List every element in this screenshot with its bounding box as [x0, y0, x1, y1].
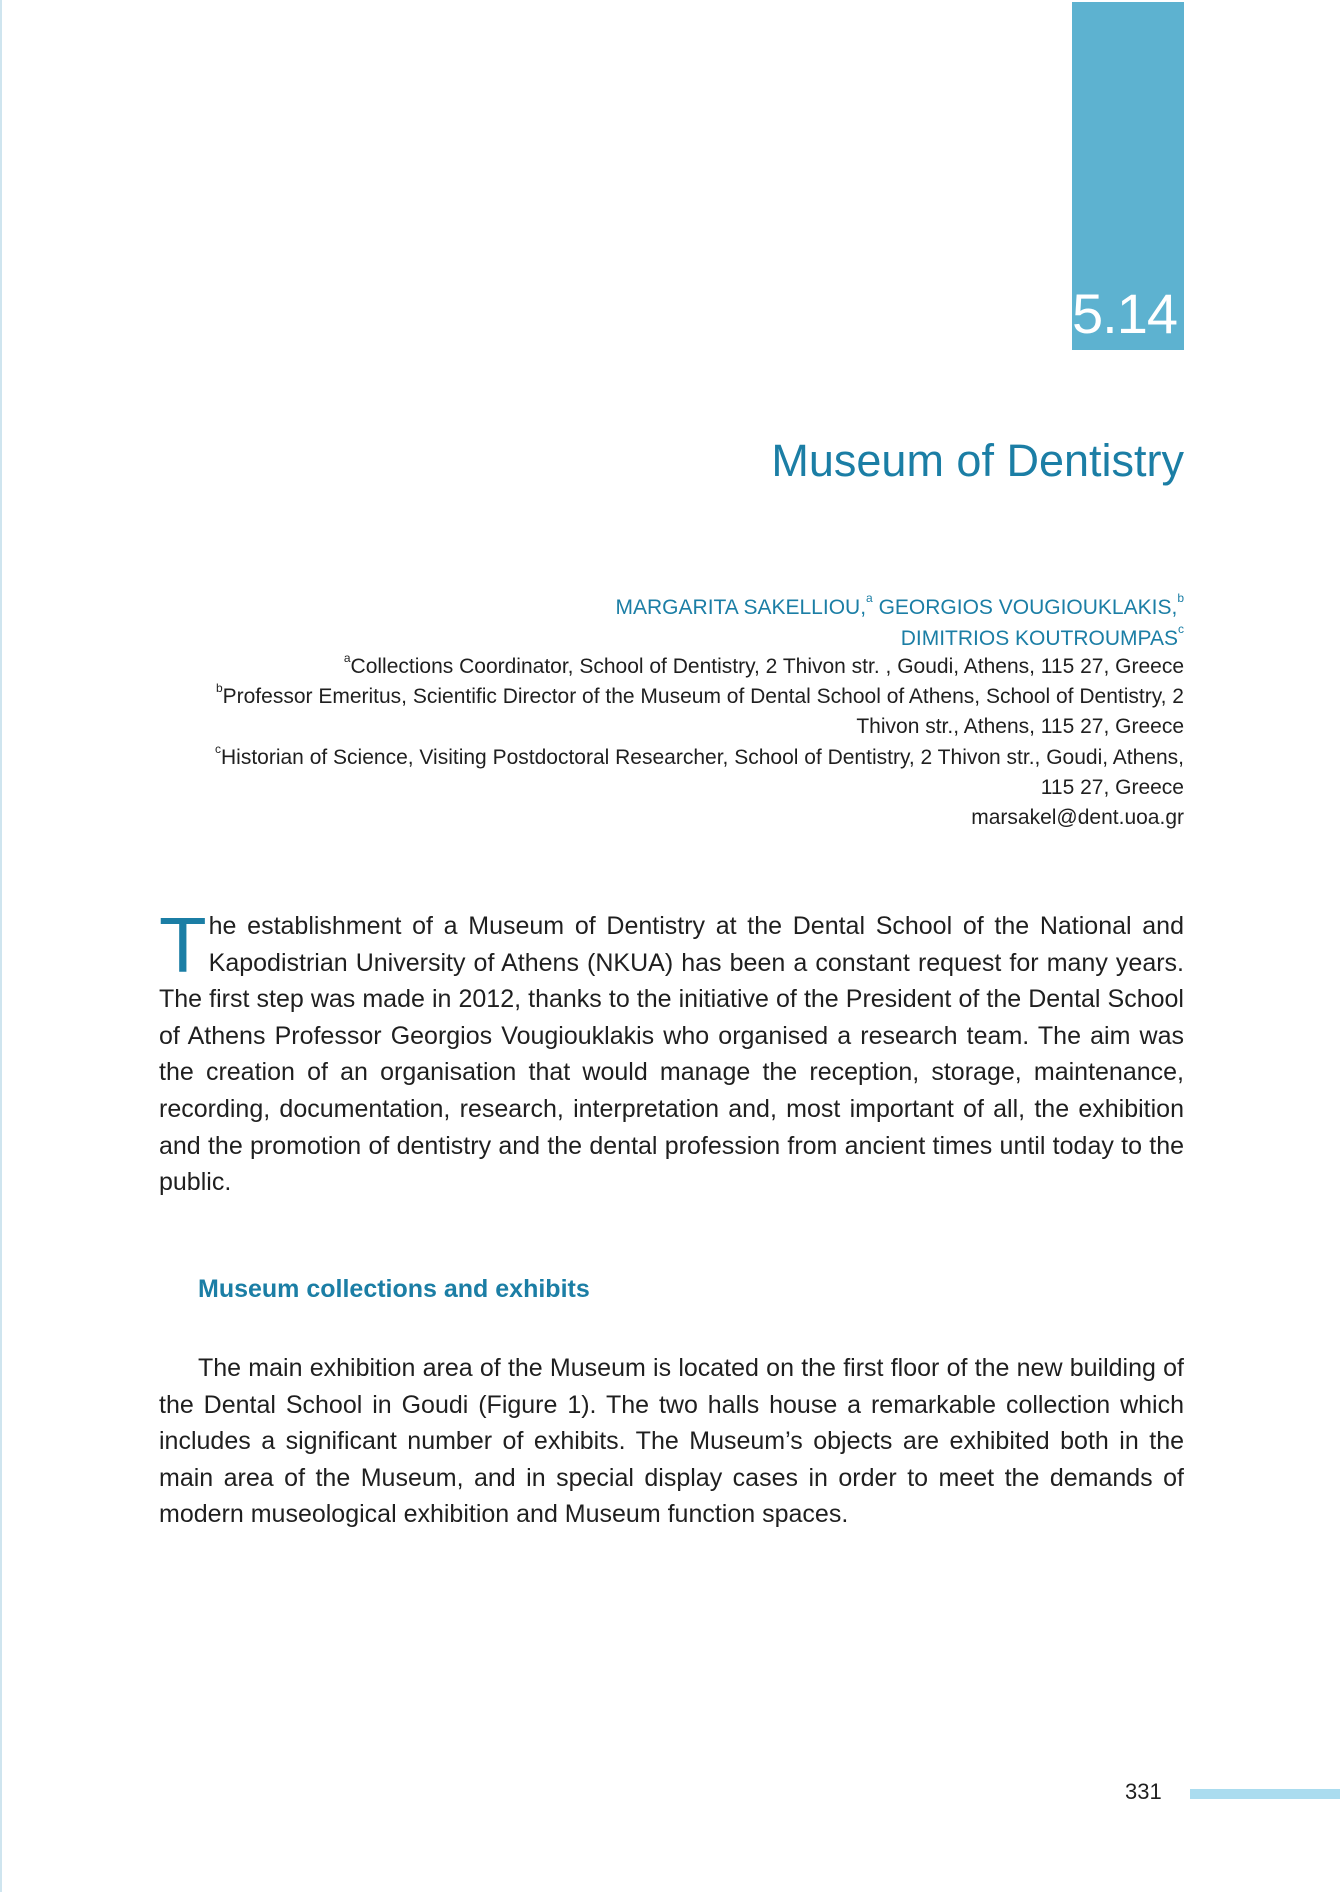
affiliation-mark: a [343, 651, 351, 665]
drop-cap: T [159, 901, 207, 989]
affiliation-mark: c [215, 741, 221, 756]
author-name: MARGARITA SAKELLIOU, [615, 596, 867, 619]
intro-text: he establishment of a Museum of Dentistry at the Dental School of the National and Kapodistrian University of Athens (NKUA) has been a constant request for many years. The first step was made in 2012, thanks to the initiative of the President of the Dental School of Athens Professor Georgios Vougiouklakis who organised a research team. The aim was the creation of an organisation that would manage the reception, storage, maintenance, recording, documentation, research, interpretation and, most important of all, the exhibition and the promotion of dentistry and the dental profession from ancient times until today to the public. [159, 912, 1184, 1197]
author-mark: c [1178, 622, 1184, 636]
contact-email[interactable]: marsakel@dent.uoa.gr [971, 806, 1184, 830]
page-number-bar [1190, 1789, 1340, 1799]
affiliation-text: Professor Emeritus, Scientific Director of the Museum of Dental School of Athens, School of Dentistry, 2 Thivon str., Athens, 115 27, Greece [222, 685, 1184, 739]
intro-paragraph [159, 901, 1184, 1201]
section-paragraph: The main exhibition area of the Museum is located on the first floor of the new building of the Dental School in Goudi (Figure 1). The two halls house a remarkable collection which includes a significant number of exhibits. The Museum’s objects are exhibited both in the main area of the Museum, and in special display cases in order to meet the demands of modern museological exhibition and Museum function spaces. [159, 1354, 1184, 1529]
affiliation-mark: b [215, 681, 223, 696]
affiliation-item [184, 682, 1184, 742]
author-name: DIMITRIOS KOUTROUMPAS [900, 627, 1178, 650]
affiliation-item [184, 743, 1184, 803]
affiliation-item [184, 652, 1184, 682]
chapter-number: 5.14 [1072, 282, 1177, 345]
affiliation-list [184, 652, 1184, 833]
section-heading: Museum collections and exhibits [198, 1275, 590, 1303]
chapter-tab [1072, 2, 1184, 350]
affiliation-text: Collections Coordinator, School of Dentistry, 2 Thivon str. , Goudi, Athens, 115 27, Greece [350, 655, 1184, 678]
author-mark: a [866, 591, 873, 605]
page-title: Museum of Dentistry [771, 435, 1184, 486]
author-name: GEORGIOS VOUGIOUKLAKIS, [878, 596, 1178, 619]
affiliation-text: Historian of Science, Visiting Postdoctoral Researcher, School of Dentistry, 2 Thivon str., Goudi, Athens, 115 27, Greece [221, 745, 1184, 799]
author-list [284, 592, 1184, 654]
page-edge-rule [0, 0, 2, 1892]
page-number: 331 [1125, 1779, 1162, 1804]
author-mark: b [1177, 591, 1184, 605]
